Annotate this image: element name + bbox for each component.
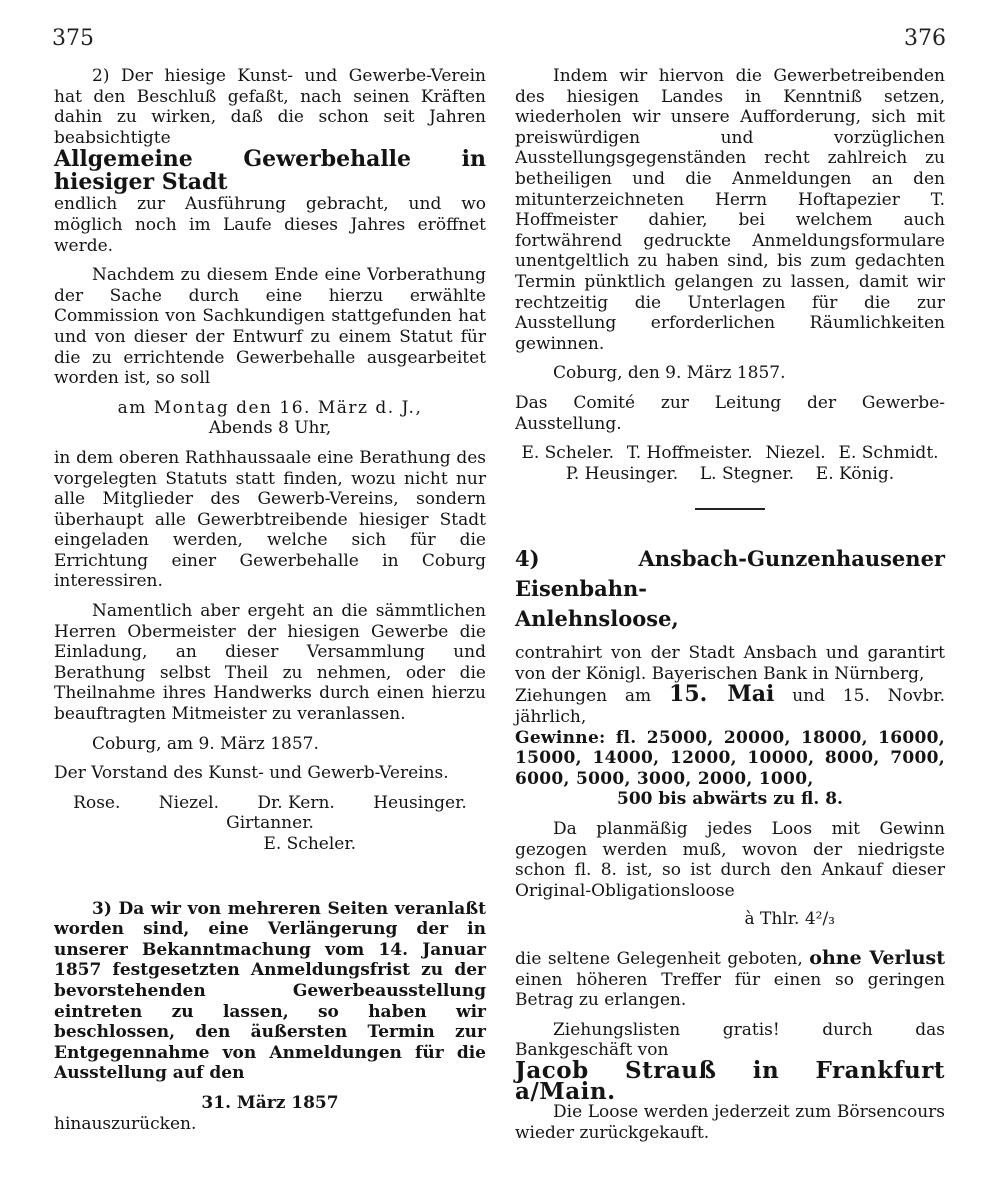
signature-scheler: E. Scheler. — [263, 834, 356, 854]
paragraph-meeting: in dem oberen Rathhaussaale eine Berathung des vorgelegten Statuts statt finden, wozu nicht nur alle Mitglieder des Gewerb-Vereins, sondern überhaupt alle Gewerbtreibende hiesiger Stadt eingeladen werden, welche sich für die Errichtung einer Gewerbehalle in Coburg interessiren. — [54, 447, 486, 592]
paragraph-nachdem: Nachdem zu diesem Ende eine Vorberathung der Sache durch eine hierzu erwählte Commission von Sachkundigen stattgefunden hat und von dieser der Entwurf zu einem Statut für die zu errichtende Gewerbehalle ausgearbeitet worden ist, so soll — [54, 265, 486, 389]
bank-firm-name: Jacob Strauß in Frankfurt a/Main. — [515, 1056, 945, 1105]
item3-end: hinauszurücken. — [54, 1113, 197, 1134]
item3-date: 31. März 1857 — [201, 1092, 339, 1113]
paragraph-buyback: Die Loose werden jederzeit zum Börsencours wieder zurückgekauft. — [515, 1102, 945, 1143]
right-column — [515, 66, 945, 1143]
signature: Heusinger. — [373, 792, 467, 813]
committee-signatures-2 — [515, 464, 945, 485]
paragraph-lists: Ziehungslisten gratis! durch das Bankgeschäft von — [515, 1019, 945, 1061]
board-title: Der Vorstand des Kunst- und Gewerb-Vereins. — [54, 763, 449, 784]
place-date-left: Coburg, am 9. März 1857. — [92, 733, 319, 754]
drawing-date: 15. Mai — [669, 681, 775, 708]
section-divider — [695, 508, 765, 510]
chance-emphasis: ohne Verlust — [809, 947, 946, 969]
signature: Dr. Kern. — [257, 792, 335, 813]
committee-title: Das Comité zur Leitung der Gewerbe-Ausstellung. — [515, 392, 945, 434]
item3-text: 3) Da wir von mehreren Seiten veranlaßt worden sind, eine Verlängerung der in unserer Bekanntmachung vom 14. Januar 1857 festgesetzten Anmeldungsfrist zu der bevorstehenden Gewerbeausstellung eintreten zu lassen, so haben wir beschlossen, den äußersten Termin zur Entgegennahme von Anmeldungen für die Ausstellung auf den — [54, 898, 486, 1084]
signature: E. Scheler. — [521, 443, 614, 464]
meeting-date: am Montag den 16. März d. J., — [117, 397, 423, 418]
page-number-left: 375 — [52, 26, 94, 51]
committee-signatures-1 — [515, 443, 945, 464]
paragraph-da: Da planmäßig jedes Loos mit Gewinn gezogen werden muß, wovon der niedrigste schon fl. 8. ist, so ist durch den Ankauf dieser Original-Obligationsloose — [515, 819, 945, 901]
paragraph-chance — [515, 948, 945, 1011]
item2-continuation: endlich zur Ausführung gebracht, und wo möglich noch im Laufe dieses Jahres eröffnet werde. — [54, 194, 486, 256]
signature: Niezel. — [765, 443, 826, 464]
item2-intro: 2) Der hiesige Kunst- und Gewerbe-Verein hat den Beschluß gefaßt, nach seinen Kräften dahin zu wirken, daß die schon seit Jahren beabsichtigte — [54, 66, 486, 148]
item4-title-line1: 4) Ansbach-Gunzenhausener Eisenbahn- — [515, 546, 945, 602]
signature-row-1 — [54, 793, 486, 814]
signature: T. Hoffmeister. — [626, 443, 753, 464]
item4-drawings — [515, 681, 945, 728]
meeting-time: Abends 8 Uhr, — [208, 418, 332, 439]
paragraph-indem: Indem wir hiervon die Gewerbetreibenden des hiesigen Landes in Kenntniß setzen, wiederholen wir unsere Aufforderung, sich mit preiswürdigen und vorzüglichen Ausstellungsgegenständen recht zahlreich zu betheiligen und die Anmeldungen an den mitunterzeichneten Herrn Hoftapezier T. Hoffmeister dahier, bei welchem auch fortwährend gedruckte Anmeldungsformulare unentgeltlich zu haben sind, bis zum gedachten Termin pünktlich gelangen zu lassen, damit wir rechtzeitig die Unterlagen für die zur Ausstellung erforderlichen Räumlichkeiten gewinnen. — [515, 66, 945, 354]
left-column — [54, 66, 486, 1134]
place-date-right: Coburg, den 9. März 1857. — [553, 363, 786, 384]
item4-title-line2: Anlehnsloose, — [515, 606, 679, 632]
item4-prizes: Gewinne: fl. 25000, 20000, 18000, 16000, 15000, 14000, 12000, 10000, 8000, 7000, 6000, 5000, 3000, 2000, 1000, — [515, 727, 945, 789]
drawings-label: Ziehungen am — [515, 686, 652, 707]
paragraph-namentlich: Namentlich aber ergeht an die sämmtlichen Herren Obermeister der hiesigen Gewerbe die Einladung, an dieser Versammlung und Berathung selbst Theil zu nehmen, oder die Theilnahme ihres Handwerks durch einen hierzu beauftragten Mitmeister zu veranlassen. — [54, 601, 486, 725]
signature: Rose. — [73, 792, 121, 813]
item2-heading: Allgemeine Gewerbehalle in hiesiger Stadt — [54, 146, 486, 196]
chance-start: die seltene Gelegenheit geboten, — [515, 949, 803, 969]
drawings-rest: und 15. Novbr. jährlich, — [515, 686, 945, 728]
loose-price: à Thlr. 4²/₃ — [744, 909, 835, 930]
signature: Niezel. — [158, 792, 219, 813]
page-number-right: 376 — [904, 26, 946, 51]
item4-minimum: 500 bis abwärts zu fl. 8. — [617, 789, 843, 810]
signature: E. König. — [815, 463, 895, 484]
item4-contracted: contrahirt von der Stadt Ansbach und garantirt von der Königl. Bayerischen Bank in Nürnberg, — [515, 643, 945, 684]
signature: L. Stegner. — [699, 463, 795, 484]
signature: E. Schmidt. — [838, 443, 939, 464]
signature: P. Heusinger. — [565, 463, 679, 484]
chance-end: einen höheren Treffer für einen so geringen Betrag zu erlangen. — [515, 969, 945, 1011]
signature-girtanner: Girtanner. — [226, 813, 314, 834]
